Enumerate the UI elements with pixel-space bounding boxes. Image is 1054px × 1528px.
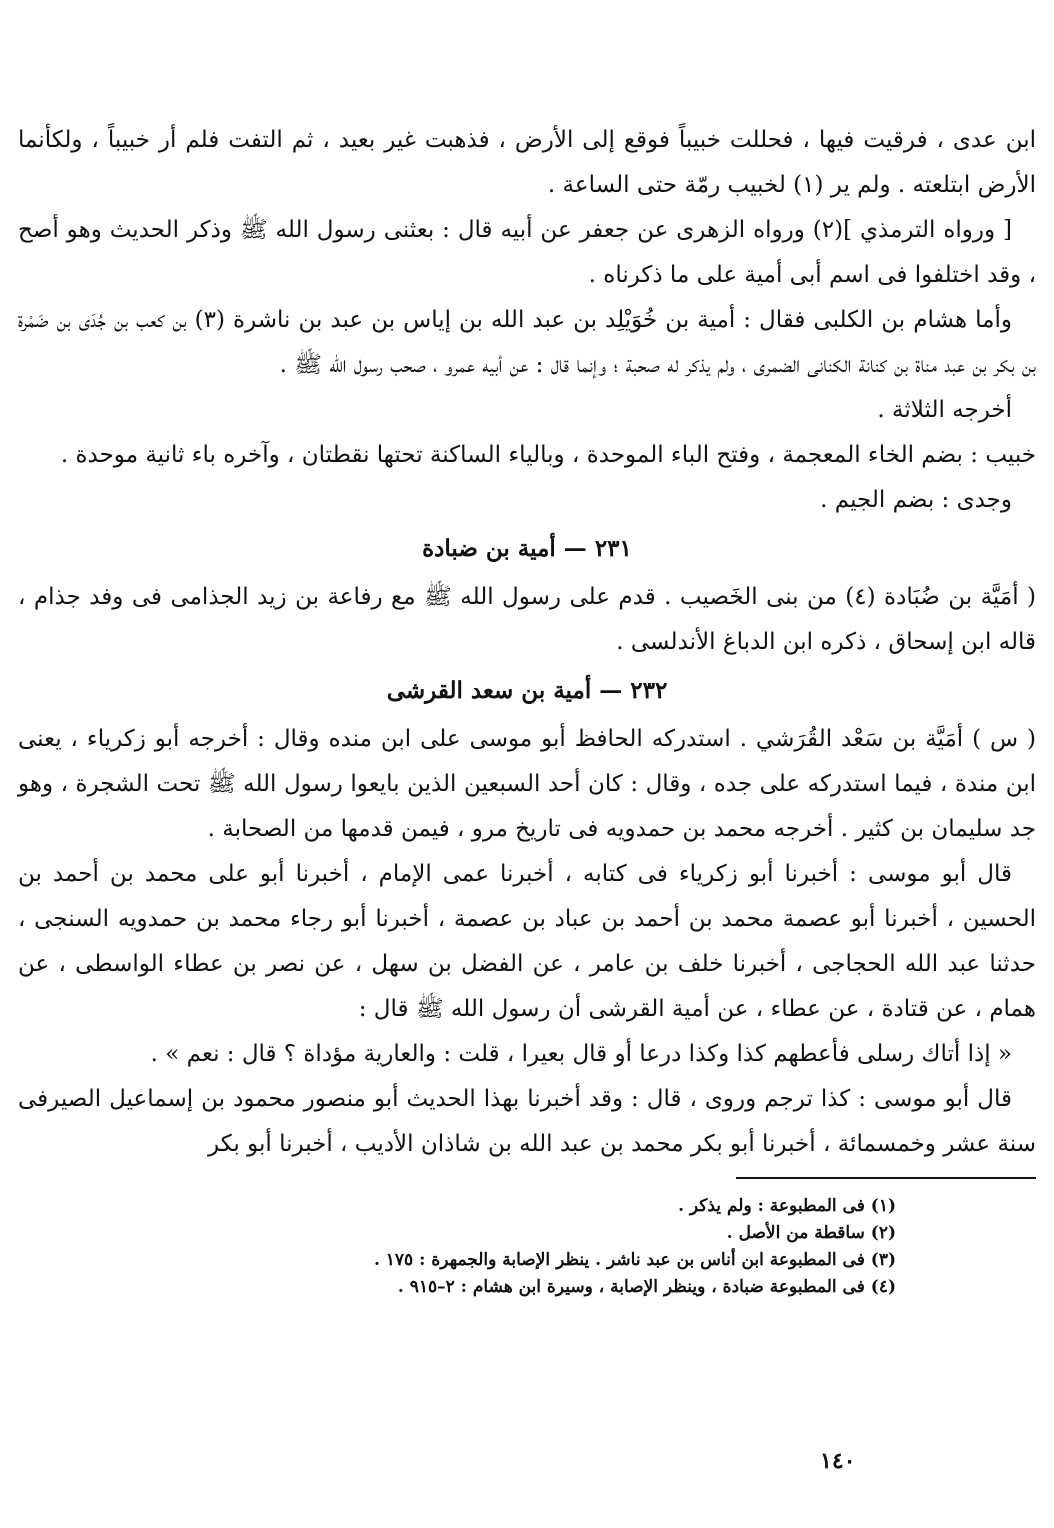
footnote-3: (٣) فى المطبوعة ابن أناس بن عبد ناشر . ينظر الإصابة والجمهرة : ١٧٥ . [373, 1250, 896, 1270]
paragraph-4: أخرجه الثلاثة . [877, 397, 1012, 423]
section-232-paragraph-1: ( س ) أمَيَّة بن سَعْد القُرَشي . استدركه الحافظ أبو موسى على ابن منده وقال : أخرجه أبو زكرياء ، يعنى ابن مندة ، فيما استدركه على جده ، وقال : كان أحد السبعين الذين بايعوا رسول الله ﷺ تحت الشجرة ، وهو جد سليمان بن كثير . أخرجه محمد بن حمدويه فى تاريخ مرو ، فيمن قدمها من الصحابة . [18, 726, 1036, 842]
footnote-1: (١) فى المطبوعة : ولم يذكر . [678, 1196, 896, 1216]
paragraph-1: ابن عدى ، فرقيت فيها ، فحللت خبيباً فوقع إلى الأرض ، فذهبت غير بعيد ، ثم التفت فلم أر خبيباً ، ولكأنما الأرض ابتلعته . ولم ير (١) لخبيب رمّة حتى الساعة . [18, 127, 1036, 198]
document-page [18, 118, 1036, 1301]
paragraph-5: خبيب : بضم الخاء المعجمة ، وفتح الباء الموحدة ، وبالياء الساكنة تحتها نقطتان ، وآخره باء ثانية موحدة . [60, 442, 1036, 468]
footnote-2: (٢) ساقطة من الأصل . [726, 1223, 896, 1243]
paragraph-6: وجدى : بضم الجيم . [820, 487, 1012, 513]
section-heading-232: ٢٣٢ — أمية بن سعد القرشى [386, 677, 668, 704]
paragraph-3: وأما هشام بن الكلبى فقال : أمية بن خُوَيْلِد بن عبد الله بن إياس بن عبد بن ناشرة (٣) بن كعب بن جُدَى بن ضَمْرة بن بكر بن عبد مناة بن كنانة الكنانى الضمرى ، ولم يذكر له صحبة ؛ وإنما قال : عن أبيه عمرو ، صحب رسول الله ﷺ . [18, 307, 1036, 378]
section-heading-231: ٢٣١ — أمية بن ضبادة [422, 535, 632, 562]
footnote-divider [736, 1177, 1036, 1179]
paragraph-2: [ ورواه الترمذي ](٢) ورواه الزهرى عن جعفر عن أبيه قال : بعثنى رسول الله ﷺ وذكر الحديث وهو أصح ، وقد اختلفوا فى اسم أبى أمية على ما ذكرناه . [18, 217, 1036, 288]
section-231-paragraph: ( أمَيَّة بن ضُبَادة (٤) من بنى الخَصيب . قدم على رسول الله ﷺ مع رفاعة بن زيد الجذامى فى وفد جذام ، قاله ابن إسحاق ، ذكره ابن الدباغ الأندلسى . [18, 584, 1036, 655]
section-232-paragraph-4: قال أبو موسى : كذا ترجم وروى ، قال : وقد أخبرنا بهذا الحديث أبو منصور محمود بن إسماعيل الصيرفى سنة عشر وخمسمائة ، أخبرنا أبو بكر محمد بن عبد الله بن شاذان الأديب ، أخبرنا أبو بكر [18, 1086, 1036, 1157]
footnotes [18, 1193, 1036, 1301]
section-232-paragraph-2: قال أبو موسى : أخبرنا أبو زكرياء فى كتابه ، أخبرنا عمى الإمام ، أخبرنا أبو على محمد بن أحمد بن الحسين ، أخبرنا أبو عصمة محمد بن أحمد بن عباد بن عصمة ، أخبرنا أبو رجاء محمد بن حمدويه السنجى ، حدثنا عبد الله الحجاجى ، أخبرنا خلف بن عامر ، عن الفضل بن سهل ، عن نصر بن عطاء الواسطى ، عن همام ، عن قتادة ، عن عطاء ، عن أمية القرشى أن رسول الله ﷺ قال : [18, 861, 1036, 1022]
page-number: ١٤٠ [820, 1448, 856, 1474]
section-232-paragraph-3: « إذا أتاك رسلى فأعطهم كذا وكذا درعا أو قال بعيرا ، قلت : والعارية مؤداة ؟ قال : نعم » . [150, 1041, 1012, 1067]
footnote-divider-wrap [18, 1167, 1036, 1185]
footnote-4: (٤) فى المطبوعة ضبادة ، وينظر الإصابة ، وسيرة ابن هشام : ٢–٩١٥ . [397, 1277, 896, 1297]
